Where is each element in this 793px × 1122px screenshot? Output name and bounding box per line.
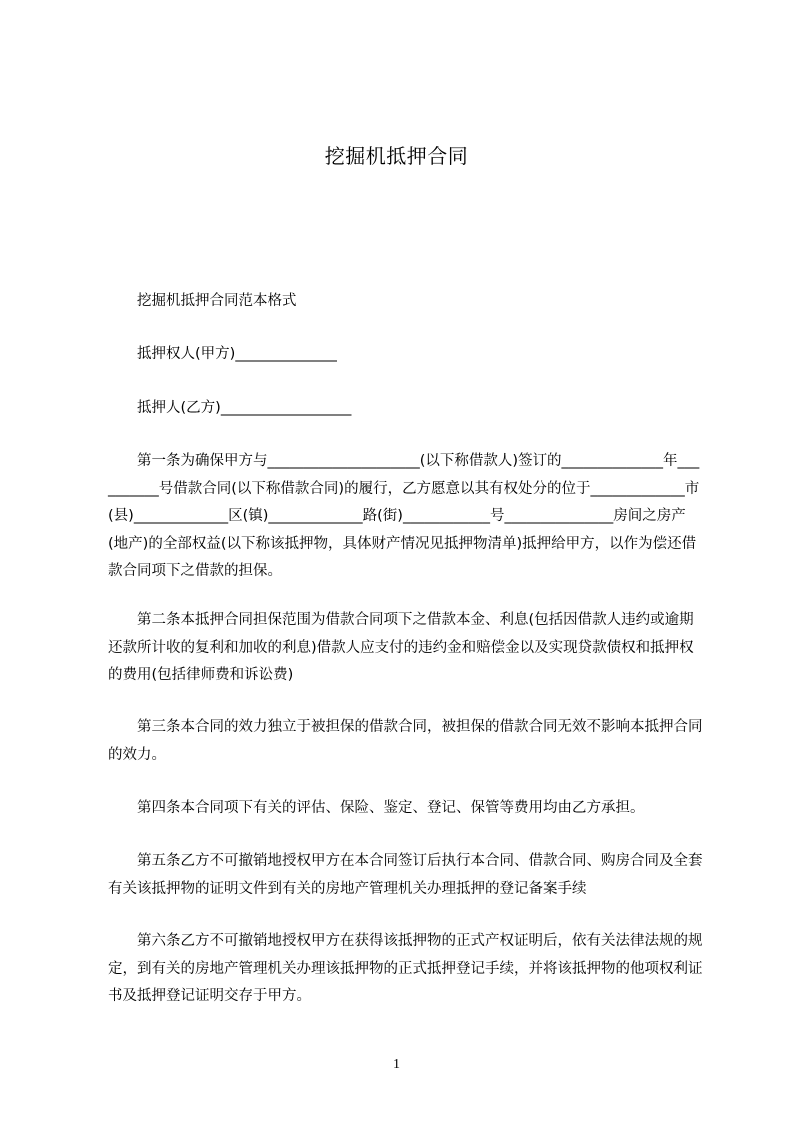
page-number: 1 xyxy=(393,1057,400,1072)
article-6: 第六条乙方不可撤销地授权甲方在获得该抵押物的正式产权证明后，依有关法律法规的规定，到有关的房地产管理机关办理该抵押物的正式抵押登记手续，并将该抵押物的他项权利证书及抵押登记证明交存于甲方。 xyxy=(108,933,703,1004)
article-3: 第三条本合同的效力独立于被担保的借款合同，被担保的借款合同无效不影响本抵押合同的效力。 xyxy=(108,719,703,763)
document-title: 挖掘机抵押合同 xyxy=(324,144,469,168)
article-4: 第四条本合同项下有关的评估、保险、鉴定、登记、保管等费用均由乙方承担。 xyxy=(137,800,645,816)
article-2: 第二条本抵押合同担保范围为借款合同项下之借款本金、利息(包括因借款人违约或逾期还款所计收的复利和加收的利息)借款人应支付的违约金和赔偿金以及实现贷款债权和抵押权的费用(包括律师费和诉讼费) xyxy=(108,612,694,683)
mortgagee-line: 抵押权人(甲方)______________ xyxy=(137,346,337,362)
document-subtitle: 挖掘机抵押合同范本格式 xyxy=(137,293,297,309)
article-5: 第五条乙方不可撤销地授权甲方在本合同签订后执行本合同、借款合同、购房合同及全套有关该抵押物的证明文件到有关的房地产管理机关办理抵押的登记备案手续 xyxy=(108,853,703,897)
mortgagor-line: 抵押人(乙方)__________________ xyxy=(137,400,352,416)
article-1: 第一条为确保甲方与_____________________(以下称借款人)签订的______________年__________号借款合同(以下称借款合同)的履行，乙方愿意以其有权处分的位于_____________市(县)_____________区(镇)_____________路(街)____________号_______________房间之房产(地产)的全部权益(以下称该抵押物，具体财产情况见抵押物清单)抵押给甲方，以作为偿还借款合同项下之借款的担保。 xyxy=(108,453,700,579)
